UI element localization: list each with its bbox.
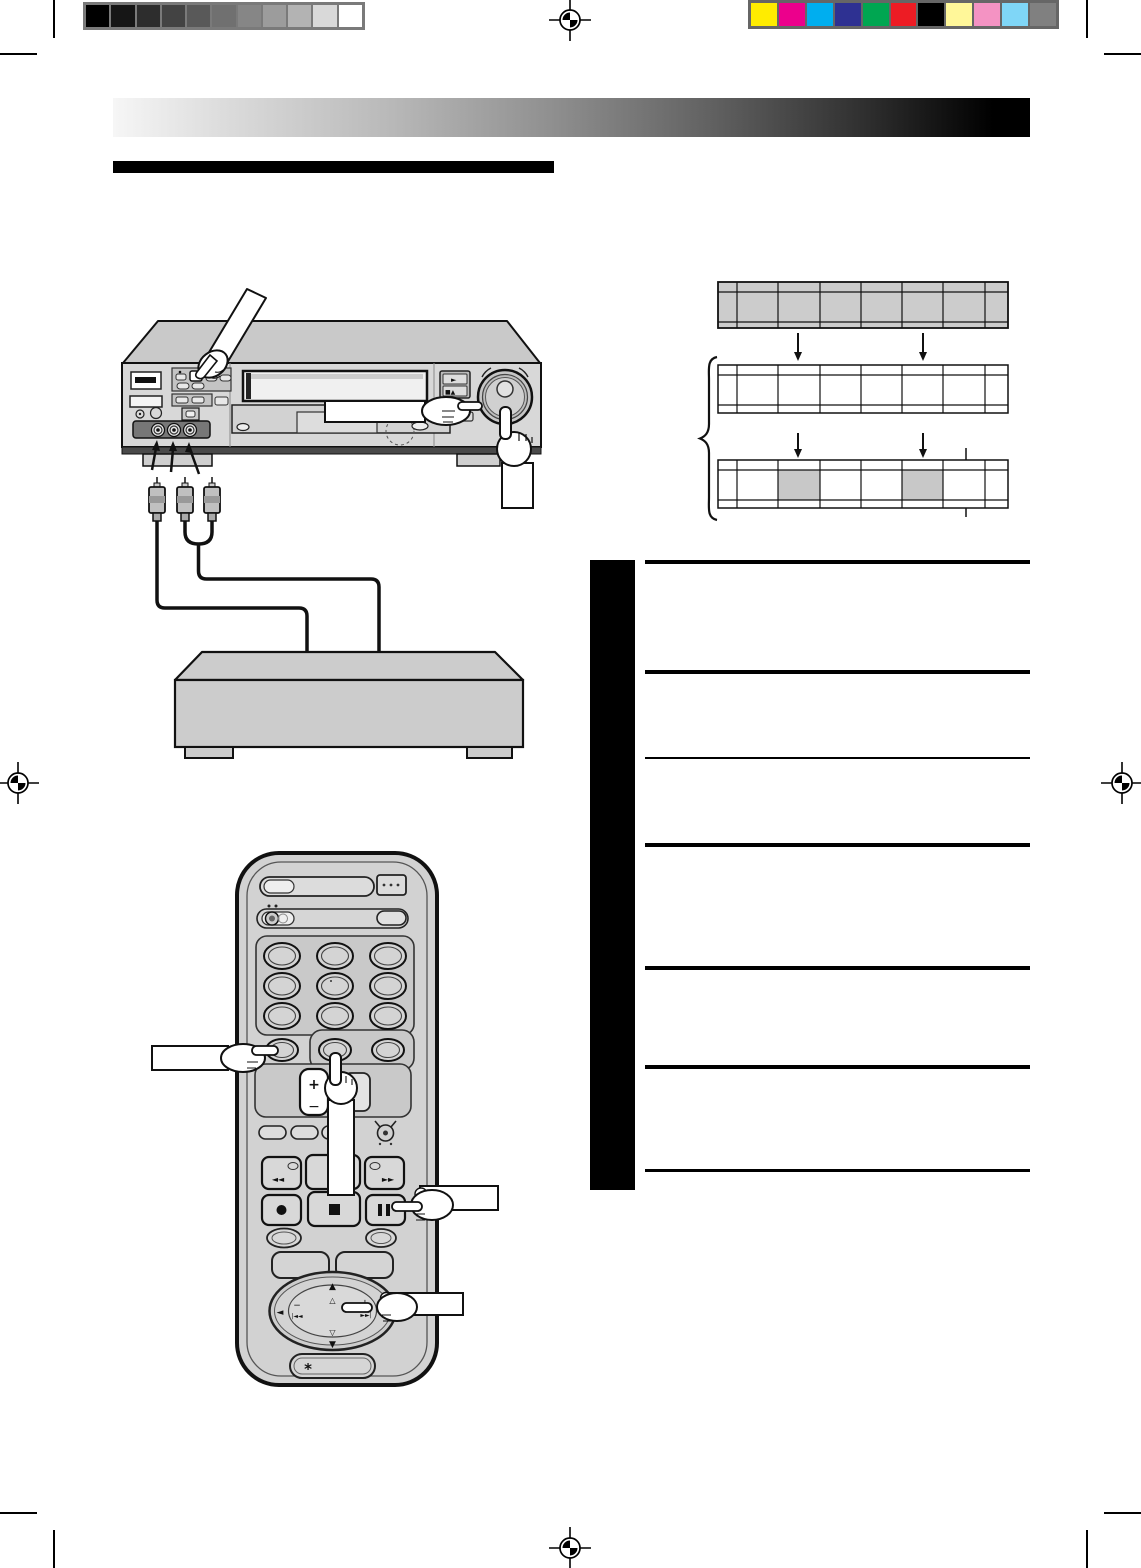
- calibration-step: [891, 3, 917, 26]
- vcr-phones-jack: [151, 408, 162, 419]
- pad-down-icon: ▼: [329, 1340, 336, 1350]
- registration-mark-left: [0, 761, 40, 805]
- vcr-foot: [457, 454, 500, 466]
- calibration-step: [137, 5, 160, 27]
- tape-strip-result: [718, 460, 1008, 508]
- dub-arrow: [794, 333, 927, 361]
- calibration-step: [1002, 3, 1028, 26]
- vcr-av-jack: [152, 424, 165, 437]
- crop-mark: [0, 53, 37, 55]
- record-icon: [277, 1205, 287, 1215]
- diagram-brace: [700, 357, 717, 520]
- calibration-step: [162, 5, 185, 27]
- section-title-bar: [113, 161, 554, 173]
- tape-editing-diagram: [690, 260, 1040, 540]
- calibration-step: [86, 5, 109, 27]
- calibration-step: [313, 5, 336, 27]
- amplifier-foot: [185, 747, 233, 758]
- remote-top-right-pill: [377, 911, 406, 925]
- backlight-icon: *: [304, 1360, 312, 1378]
- pad-up-icon: ▲: [329, 1282, 336, 1292]
- rca-plug: [204, 477, 220, 521]
- inserted-segment: [778, 470, 820, 500]
- registration-mark-right: [1100, 761, 1141, 805]
- crop-mark: [53, 1530, 55, 1568]
- crop-mark: [1086, 1530, 1088, 1568]
- stop-icon: [329, 1204, 340, 1215]
- vcr-hookup-illustration: [60, 270, 580, 790]
- step-divider-rule: [645, 560, 1030, 564]
- calibration-step: [807, 3, 833, 26]
- calibration-step: [187, 5, 210, 27]
- crop-mark: [1104, 53, 1141, 55]
- calibration-step: [974, 3, 1000, 26]
- vcr-base-band: [122, 447, 541, 454]
- pointing-hand-function-key: [152, 1044, 278, 1072]
- step-divider-rule: [645, 670, 1030, 674]
- vcr-top-face: [123, 321, 540, 363]
- rca-plug: [149, 477, 165, 521]
- step-divider-rule: [645, 966, 1030, 970]
- registration-mark-top: [548, 0, 592, 42]
- pad-left-icon: ◄: [276, 1308, 284, 1318]
- calibration-step: [339, 5, 362, 27]
- fast-forward-button: [365, 1157, 404, 1189]
- calibration-step: [779, 3, 805, 26]
- step-number-sidebar: [590, 560, 635, 1190]
- registration-mark-bottom: [548, 1526, 592, 1568]
- calibration-step: [238, 5, 261, 27]
- grayscale-calibration-strip: [83, 2, 365, 30]
- step-divider-rule: [645, 1065, 1030, 1069]
- calibration-step: [288, 5, 311, 27]
- pointing-hand-shuttle: [325, 397, 482, 425]
- crop-mark: [1104, 1512, 1141, 1514]
- crop-mark: [1086, 0, 1088, 38]
- crop-mark: [0, 1512, 37, 1514]
- numpad-key: [264, 943, 406, 1029]
- fast-forward-icon: ►►: [381, 1175, 395, 1184]
- step-divider-rule: [645, 757, 1030, 759]
- calibration-step: [946, 3, 972, 26]
- skip-fwd-icon: ►►|: [360, 1312, 372, 1319]
- dub-arrow: [794, 433, 927, 458]
- skip-back-icon: |◄◄: [291, 1313, 303, 1320]
- chapter-gradient-bar: [113, 98, 1030, 137]
- pad-inner-down-icon: ▽: [329, 1328, 336, 1337]
- stop-eject-icon: ■▲: [445, 389, 456, 396]
- play-icon: ►: [451, 376, 457, 384]
- vcr-av-jack: [168, 424, 181, 437]
- step-divider-rule: [645, 1169, 1030, 1172]
- vcr-record-indicator-dot: [179, 371, 182, 374]
- inserted-segment: [902, 470, 943, 500]
- vcr-av-jack: [184, 424, 197, 437]
- remote-control-illustration: [140, 850, 520, 1400]
- calibration-step: [111, 5, 134, 27]
- crop-mark: [53, 0, 55, 38]
- amplifier-foot: [467, 747, 512, 758]
- calibration-step: [751, 3, 777, 26]
- calibration-step: [863, 3, 889, 26]
- rewind-icon: ◄◄: [271, 1175, 285, 1184]
- calibration-step: [918, 3, 944, 26]
- tape-strip-source: [718, 282, 1008, 328]
- tape-strip-recorded: [718, 365, 1008, 413]
- rocker-minus-icon: −: [308, 1099, 320, 1115]
- rca-plug: [177, 477, 193, 521]
- pad-inner-up-icon: △: [329, 1296, 336, 1305]
- calibration-step: [1030, 3, 1056, 26]
- calibration-step: [263, 5, 286, 27]
- av-cable: [157, 521, 379, 651]
- amplifier-top-face: [175, 652, 523, 680]
- calibration-step: [835, 3, 861, 26]
- vcr-tray-button: [412, 422, 428, 430]
- rewind-button: [262, 1157, 301, 1189]
- color-calibration-strip: [748, 0, 1059, 29]
- pad-minus-icon: −: [293, 1301, 301, 1311]
- vcr-display-slot: [130, 396, 162, 407]
- amplifier-front-face: [175, 680, 523, 747]
- calibration-step: [212, 5, 235, 27]
- rocker-plus-icon: +: [308, 1077, 320, 1093]
- vcr-tray-button: [237, 424, 249, 431]
- step-divider-rule: [645, 843, 1030, 847]
